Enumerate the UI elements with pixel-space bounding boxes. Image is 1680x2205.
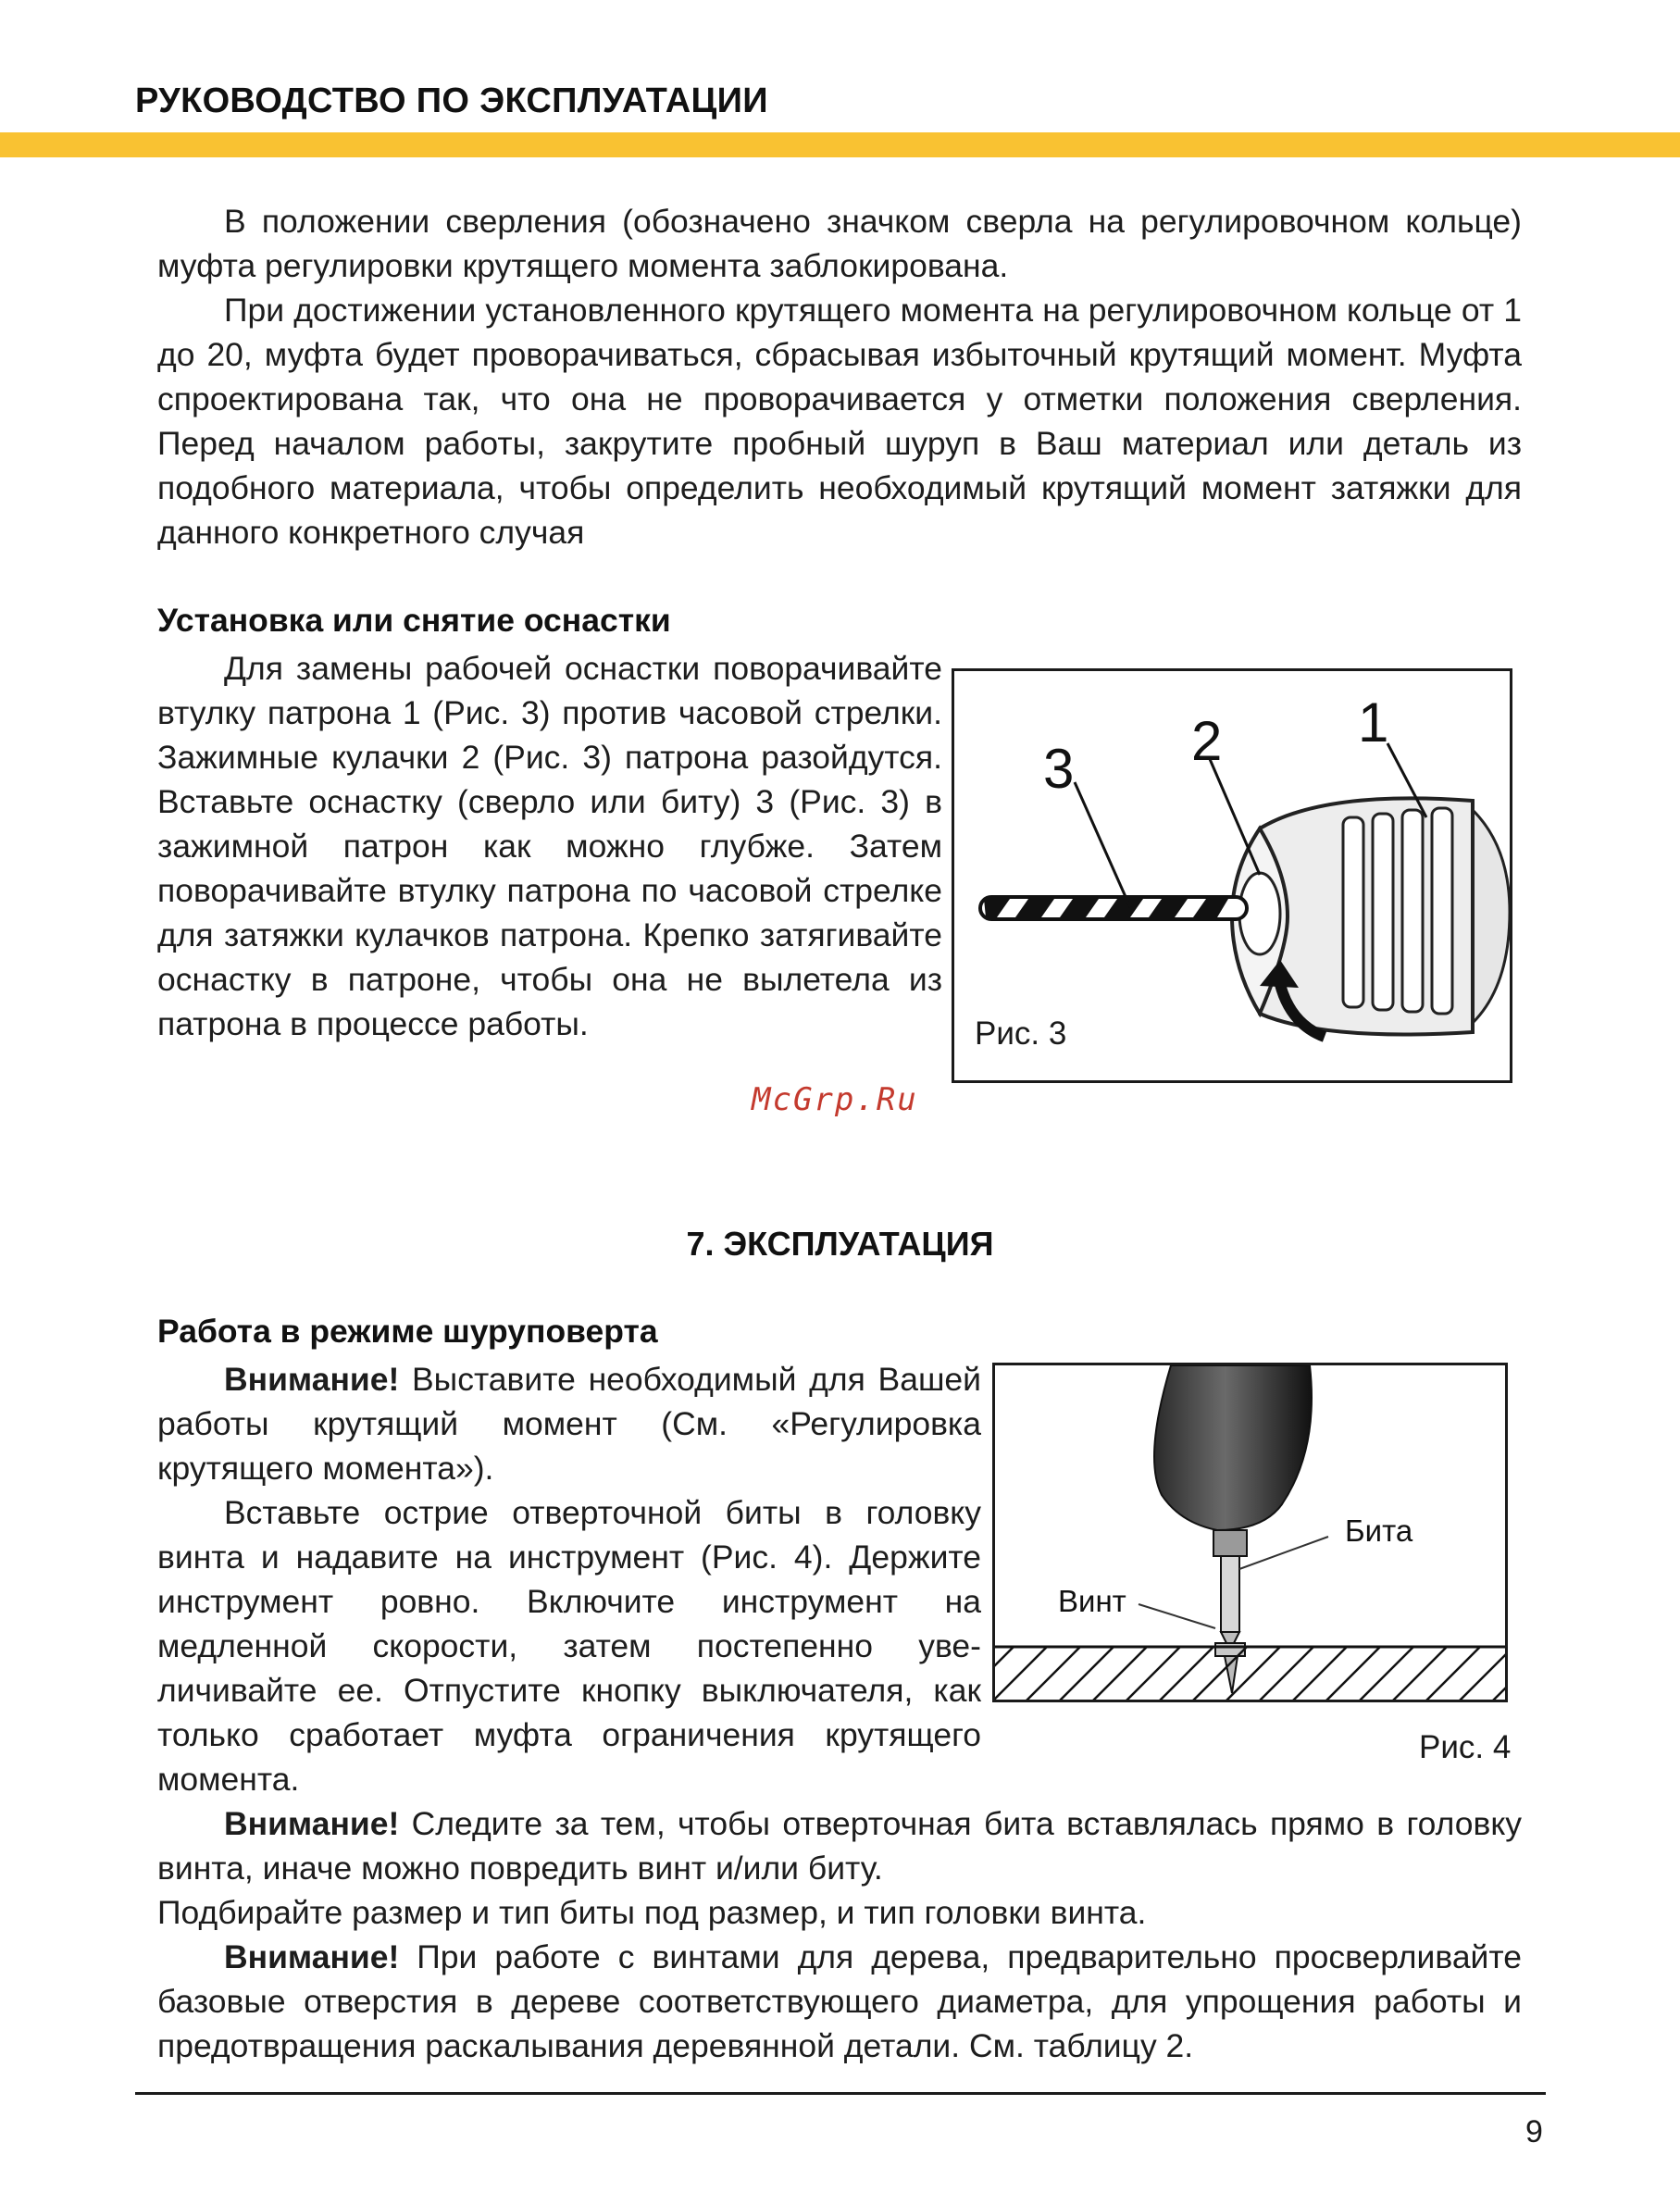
warning-label-2: Внимание! — [224, 1805, 400, 1842]
intro-text — [157, 199, 1522, 554]
fig4-label-screw: Винт — [1058, 1584, 1126, 1618]
footer-rule — [135, 2092, 1546, 2095]
section-title: 7. ЭКСПЛУАТАЦИЯ — [686, 1225, 994, 1263]
fig3-label-1: 1 — [1358, 691, 1389, 754]
warning-label-1: Внимание! — [224, 1361, 400, 1398]
screwdriver-text-full — [157, 1801, 1522, 2068]
screwdriving-illustration — [995, 1365, 1505, 1700]
page-number: 9 — [1525, 2114, 1543, 2149]
screwdriver-subheading: Работа в режиме шуруповерта — [157, 1313, 658, 1350]
watermark-text: McGrp.Ru — [752, 1081, 918, 1118]
screwdriver-paragraph-1: Внимание! Выставите необходимый для Вашей работы крутящий момент (См. «Регулировка крутящего момента»). — [157, 1361, 981, 1487]
warning-label-3: Внимание! — [224, 1938, 400, 1975]
figure-4-screwdriving — [992, 1363, 1508, 1702]
fig4-caption: Рис. 4 — [1419, 1729, 1512, 1765]
header-yellow-band — [0, 132, 1680, 157]
fig3-label-2: 2 — [1191, 710, 1223, 772]
fig3-label-3: 3 — [1043, 738, 1075, 800]
figure-3-chuck — [952, 668, 1512, 1083]
screwdriver-paragraph-3: Внимание! Следите за тем, чтобы отверточная бита вставлялась прямо в головку винта, иначе можно повредить винт и/или биту. — [157, 1805, 1522, 1887]
install-text-block — [157, 646, 942, 1046]
intro-paragraph-2: При достижении установленного крутящего момента на регулировочном кольце от 1 до 20, муфта будет проворачиваться, сбрасывая избыточный крутящий момент. Муфта спроектирована так, что она не проворачивается у отметки положения сверления. Перед началом работы, закрутите пробный шуруп в Ваш материал или деталь из подобного материала, чтобы определить необходимый крутящий момент затяжки для данного конкретного случая — [157, 292, 1522, 551]
fig4-label-bit: Бита — [1345, 1514, 1413, 1548]
screwdriver-paragraph-5: Внимание! При работе с винтами для дерева, предварительно просверливайте базовые отверстия в дереве соответствующего диаметра, для упрощения работы и предотвращения раскалывания деревянной детали. См. таблицу 2. — [157, 1938, 1522, 2064]
page-header-title: РУКОВОДСТВО ПО ЭКСПЛУАТАЦИИ — [135, 81, 768, 120]
intro-paragraph-1: В положении сверления (обозначено значком сверла на регулировочном кольце) муфта регулировки крутящего момента заблокирована. — [157, 203, 1522, 284]
fig3-caption: Рис. 3 — [975, 1015, 1067, 1052]
install-paragraph: Для замены рабочей оснастки поворачивайте втулку патрона 1 (Рис. 3) против часовой стрелки. Зажимные кулачки 2 (Рис. 3) патрона разойдутся. Вставьте оснастку (сверло или биту) 3 (Рис. 3) в зажимной патрон как можно глубже. Затем поворачивайте втулку патрона по часовой стрелке для затяжки кулачков патрона. Крепко затягивайте оснастку в патроне, чтобы она не вылетела из патрона в процессе работы. — [157, 650, 942, 1042]
install-subheading: Установка или снятие оснастки — [157, 602, 671, 639]
screwdriver-text-block — [157, 1357, 981, 1801]
screwdriver-paragraph-2: Вставьте острие отверточной биты в головку винта и надавите на инструмент (Рис. 4). Держите инструмент ровно. Включите инструмент на медленной скорости, затем постепенно увеличивайте ее. Отпустите кнопку выключателя, как только сработает муфта ограничения крутящего момента. — [157, 1494, 981, 1798]
screwdriver-paragraph-4: Подбирайте размер и тип биты под размер, и тип головки винта. — [157, 1894, 1147, 1931]
